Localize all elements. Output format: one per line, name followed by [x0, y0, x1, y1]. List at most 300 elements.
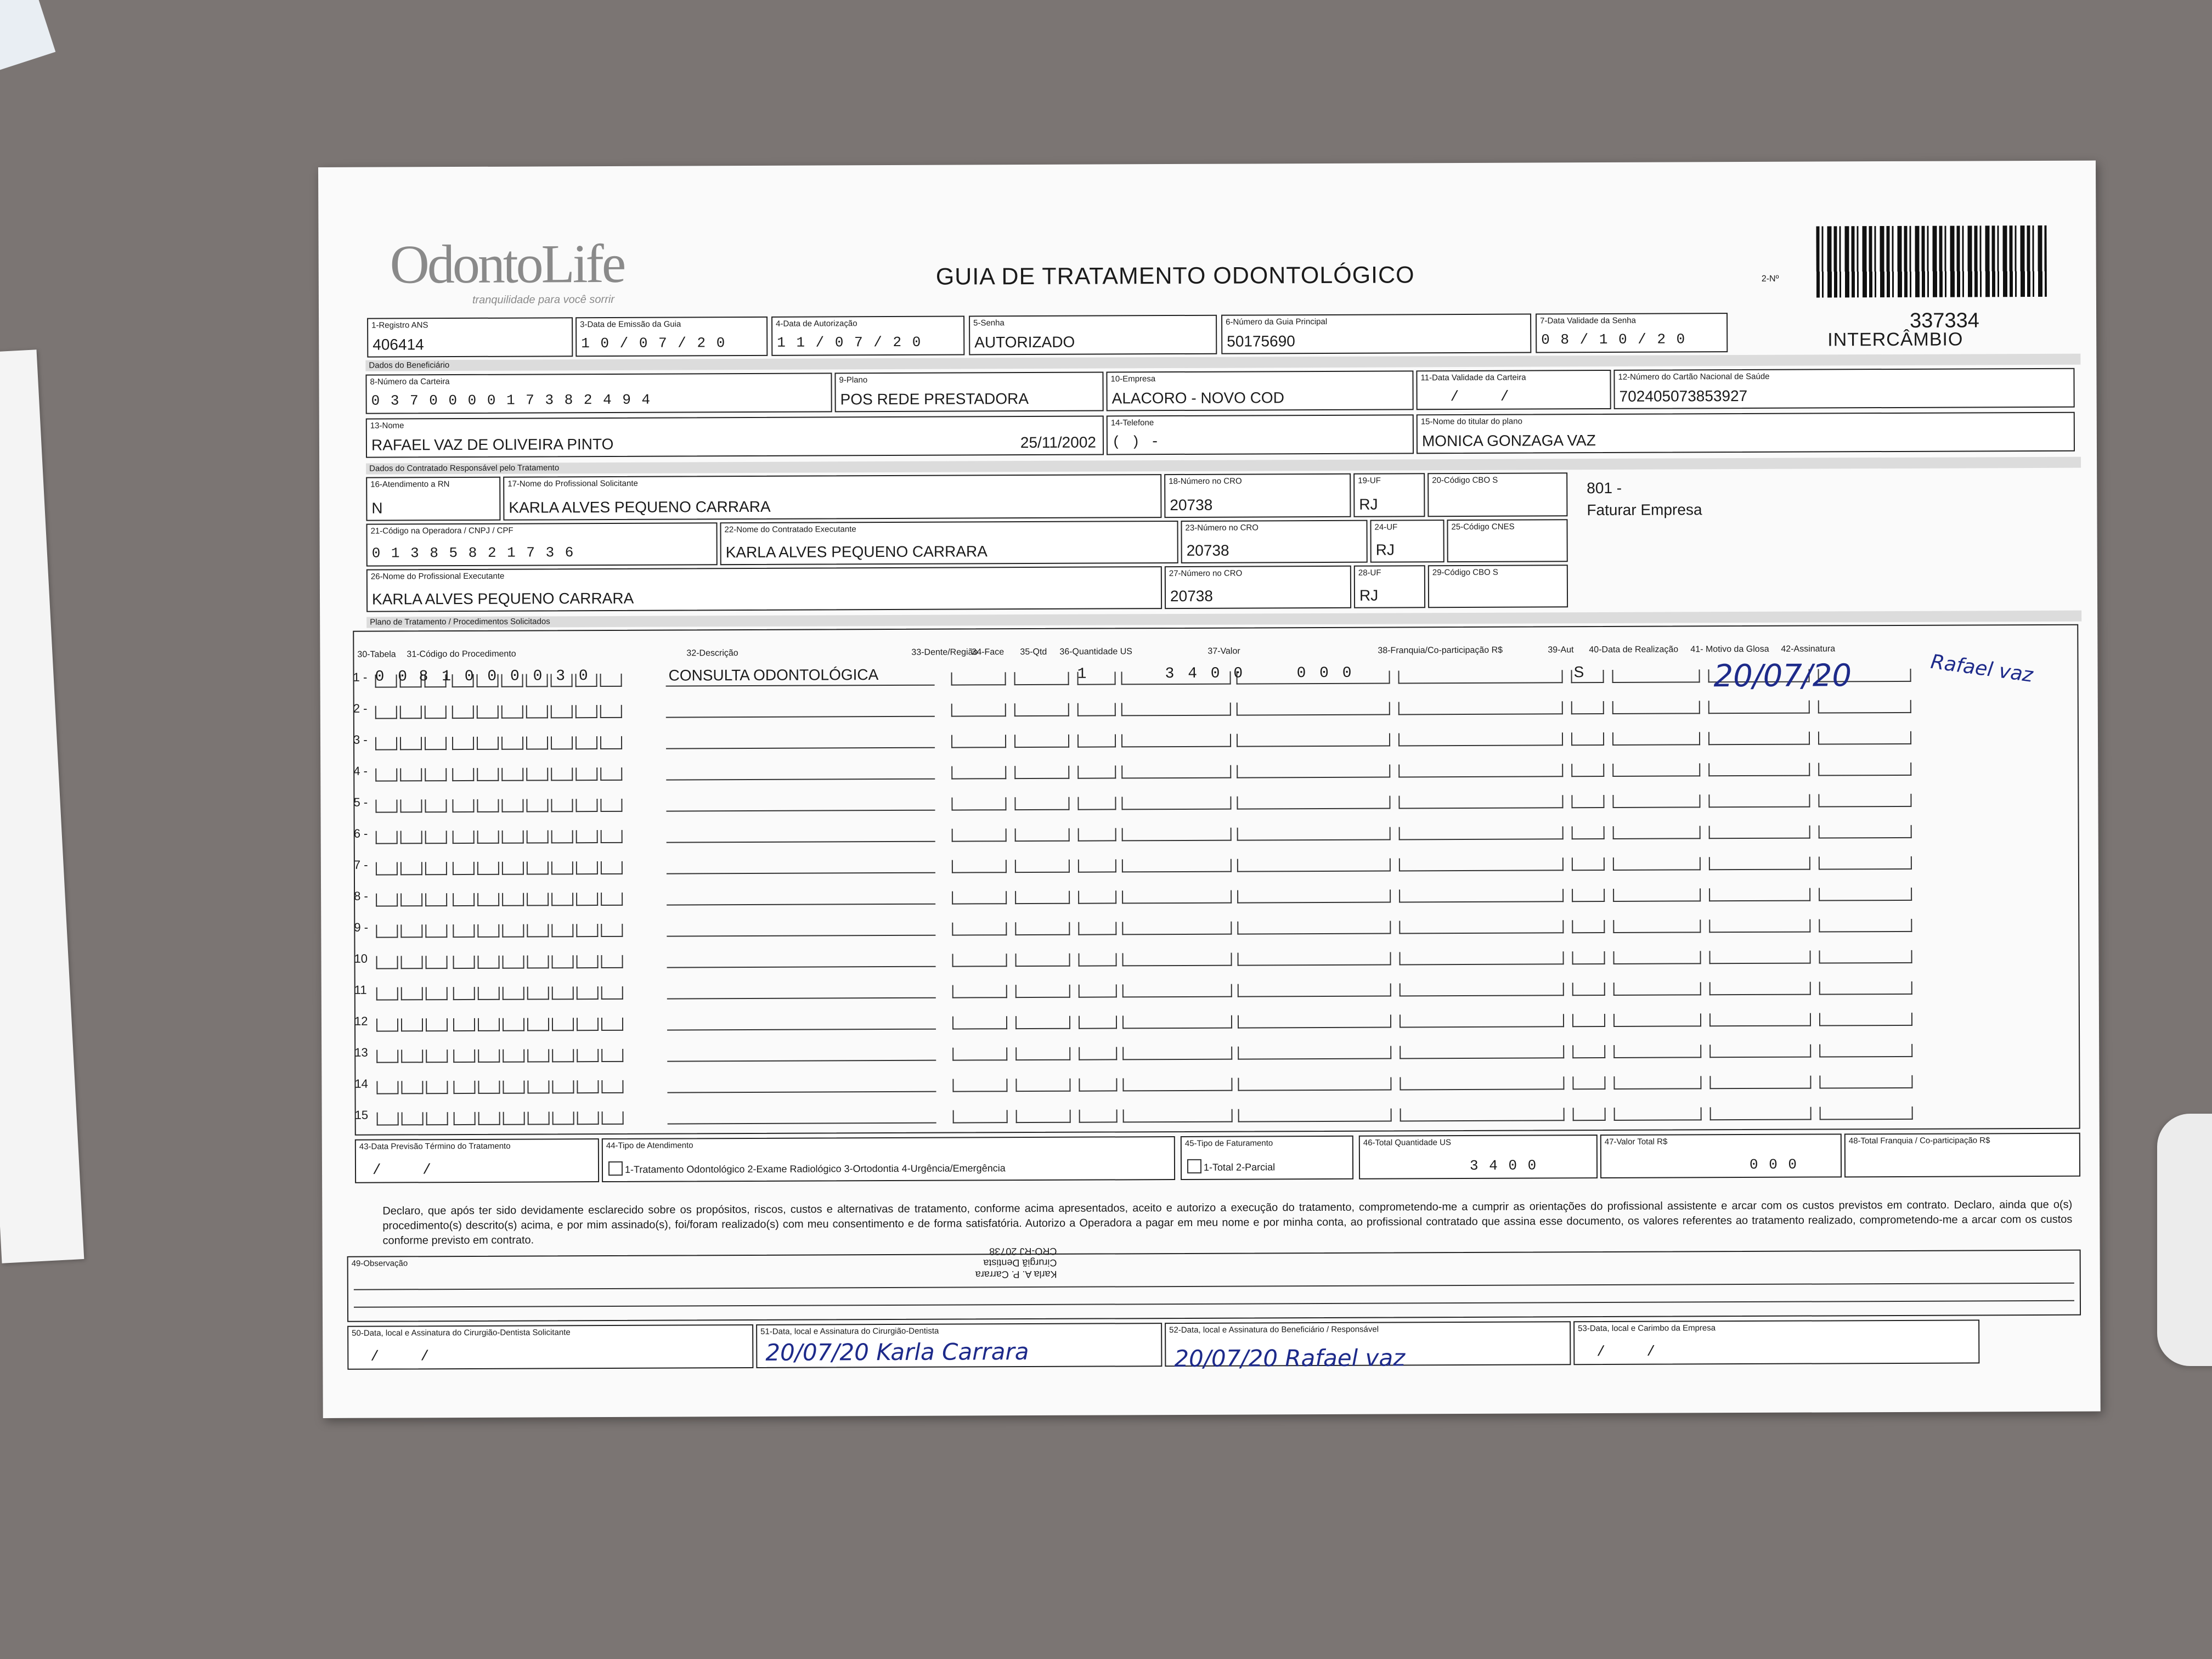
row-number: 3 -	[353, 732, 368, 747]
row-cell	[376, 893, 398, 906]
odontolife-logo: OdontoLife	[390, 233, 624, 295]
row-cell	[527, 986, 549, 1000]
row-cell	[951, 766, 1006, 779]
row-number: 5 -	[353, 795, 368, 809]
row-cell	[551, 768, 573, 781]
row-cell	[951, 672, 1006, 685]
procedure-header: 35-Qtd	[1020, 647, 1047, 657]
row-cell	[478, 987, 500, 1000]
procedure-header: 36-Quantidade US	[1059, 647, 1132, 657]
barcode	[1816, 225, 2046, 298]
row-cell	[1572, 826, 1605, 839]
row-cell	[402, 1112, 424, 1125]
row-cell	[526, 768, 548, 781]
guia-number: 337334	[1910, 309, 1979, 332]
row-cell	[400, 831, 422, 844]
row-cell	[1572, 1014, 1605, 1027]
row-cell	[1708, 732, 1810, 746]
row-cell	[503, 987, 524, 1000]
row-cell	[575, 799, 597, 812]
row-cell	[478, 1049, 500, 1063]
plano-field: 9-Plano POS REDE PRESTADORA	[834, 372, 1103, 413]
row-cell	[1572, 1045, 1605, 1058]
row-number: 2 -	[353, 701, 368, 715]
row-cell	[1818, 794, 1911, 808]
row-cell	[1014, 766, 1069, 779]
row-cell	[1709, 1045, 1811, 1058]
row-cell	[577, 955, 599, 968]
row-cell	[527, 861, 549, 874]
row-cell	[426, 1081, 448, 1094]
row-cell	[1121, 734, 1231, 748]
row-cell	[527, 924, 549, 937]
row-number: 11	[354, 983, 367, 997]
row-number: 12	[354, 1014, 368, 1028]
background-object	[0, 0, 55, 76]
row-cell	[477, 831, 499, 844]
logo-tagline: tranquilidade para você sorrir	[472, 293, 615, 306]
row-cell	[1818, 731, 1911, 745]
row-cell	[1078, 859, 1116, 872]
row-number: 1 -	[353, 670, 368, 684]
row-cell	[528, 1111, 550, 1125]
row-cell	[1613, 982, 1701, 996]
row-cell	[376, 831, 398, 844]
row-cell	[502, 924, 524, 938]
row-cell	[1121, 797, 1231, 810]
row-cell	[601, 830, 623, 843]
description-line	[667, 966, 936, 968]
emissao-field: 3-Data de Emissão da Guia 1 0 / 0 7 / 2 0	[575, 317, 768, 357]
row-cell	[527, 955, 549, 968]
row-cell	[1708, 794, 1810, 808]
row-cell	[453, 924, 475, 938]
row-cell	[1612, 732, 1700, 746]
row-cell	[951, 735, 1006, 748]
row-cell	[952, 1016, 1007, 1029]
row-cell	[376, 924, 398, 938]
row-cell	[376, 862, 398, 875]
row-cell	[1710, 1107, 1812, 1121]
row-cell	[1613, 1013, 1701, 1027]
prof-exec-field: 26-Nome do Profissional Executante KARLA ALVES PEQUENO CARRARA	[366, 566, 1162, 612]
row-cell	[425, 706, 447, 719]
row-cell	[1708, 763, 1810, 777]
row-cell	[1077, 765, 1116, 778]
row-valor: 0 0 0	[1296, 664, 1354, 682]
row-cell	[952, 1079, 1007, 1092]
row-cell	[453, 1049, 475, 1063]
row-cell	[1709, 1013, 1811, 1027]
row-cell	[601, 924, 623, 937]
row-cell	[1078, 828, 1116, 841]
row1-date-handwritten: 20/07/20	[1713, 658, 1852, 695]
row-cell	[551, 893, 573, 906]
row-cell	[453, 893, 475, 906]
row-cell	[400, 737, 422, 750]
row-cell	[552, 1111, 574, 1125]
description-line	[666, 716, 935, 718]
row-cell	[1572, 857, 1605, 871]
row-cell	[952, 1047, 1007, 1060]
row-cell	[526, 705, 548, 718]
row-cell	[1123, 1109, 1233, 1123]
row-cell	[452, 799, 474, 812]
row-cell	[1400, 1076, 1564, 1090]
row-cell	[1400, 1108, 1565, 1121]
row-cell	[1122, 890, 1232, 904]
description-line	[668, 1122, 936, 1125]
tipo-atendimento-field: 44-Tipo de Atendimento 1-Tratamento Odontológico 2-Exame Radiológico 3-Ortodontia 4-Urgência/Emergência	[602, 1136, 1175, 1182]
row-cell	[1015, 828, 1070, 842]
row-cell	[502, 862, 524, 875]
row-cell	[1819, 1013, 1912, 1026]
row-cell	[1571, 732, 1604, 746]
row-cell	[1079, 1047, 1117, 1060]
row-cell	[401, 1018, 423, 1031]
row-cell	[1014, 797, 1069, 810]
row-number: 13	[354, 1045, 368, 1059]
procedure-header: 42-Assinatura	[1781, 644, 1836, 654]
row-cell	[400, 924, 422, 938]
row-cell	[1237, 890, 1391, 904]
row-cell	[376, 1081, 398, 1094]
row-cell	[552, 1018, 574, 1031]
row-cell	[1572, 920, 1605, 933]
declaration-text: Declaro, que após ter sido devidamente esclarecido sobre os propósitos, riscos, custos e alternativas de tratamento, conforme acima apresentados, aceito e autorizo a execução do tratamento, comprometendo-me a cumprir as orientações do profissional assistente e arcar com os custos previstos em contrato. Declaro, ainda que o(s) procedimento(s) descrito(s) acima, e por mim assinado(s), foi/foram realizado(s) com meu consentimento e de forma satisfatória. Autorizo a Operadora a pagar em meu nome e por minha conta, ao profissional contratado que assina esse documento, os valores referentes ao tratamento realizado, comprometendo-me a arcar com os custos conforme previsto em contrato.	[382, 1198, 2073, 1247]
row-cell	[601, 861, 623, 874]
observacao-field: 49-Observação	[347, 1250, 2081, 1322]
row-cell	[1237, 827, 1391, 841]
row-cell	[1709, 919, 1810, 933]
row-cell	[1121, 703, 1231, 716]
row-cell	[1820, 1107, 1913, 1120]
description-line	[666, 778, 935, 781]
dentist-signature: 20/07/20 Karla Carrara	[765, 1338, 1029, 1366]
procedure-header: 38-Franquia/Co-participação R$	[1378, 645, 1503, 656]
cnes-field: 25-Código CNES	[1447, 519, 1567, 562]
row-cell	[1122, 984, 1232, 998]
cro2-field: 23-Número no CRO 20738	[1181, 520, 1367, 563]
row-us: 3 4 0 0	[1165, 665, 1245, 683]
row-cell	[552, 955, 574, 968]
row-cell	[1078, 922, 1116, 935]
row-cell	[1122, 828, 1232, 842]
description-line	[667, 997, 936, 1000]
row-cell	[600, 705, 622, 718]
row-cell	[1079, 984, 1117, 997]
row-cell	[453, 1081, 475, 1094]
row-cell	[452, 737, 474, 750]
row-cell	[575, 705, 597, 718]
description-line	[667, 872, 935, 874]
row-cell	[576, 924, 598, 937]
row-cell	[601, 893, 623, 906]
row-cell	[551, 705, 573, 718]
cnpj-field: 21-Código na Operadora / CNPJ / CPF 0 1 3 8 5 8 2 1 7 3 6	[366, 522, 717, 566]
row-cell	[600, 674, 622, 687]
row-cell	[1613, 857, 1701, 871]
cro3-field: 27-Número no CRO 20738	[1165, 566, 1351, 609]
row-cell	[1613, 1076, 1701, 1090]
row-cell	[1572, 951, 1605, 964]
cbo3-field: 29-Código CBO S	[1428, 565, 1568, 608]
row-cell	[478, 1018, 500, 1031]
row-cell	[1571, 795, 1604, 808]
row-cell	[1572, 889, 1605, 902]
dentist-stamp: Karla A. P. Carrara Cirurgiã Dentista CRO-RJ 20738	[975, 1245, 1057, 1280]
row-cell	[425, 737, 447, 750]
row-number: 7 -	[353, 857, 368, 872]
description-line	[666, 685, 935, 687]
row-cell	[551, 830, 573, 843]
row-cell	[526, 736, 548, 749]
row-cell	[1818, 700, 1911, 714]
description-line	[667, 1091, 936, 1093]
row-aut: S	[1573, 663, 1584, 681]
row-cell	[401, 1081, 423, 1094]
uf3-field: 28-UF RJ	[1354, 565, 1425, 608]
row-cell	[1122, 859, 1232, 873]
row-cell	[1238, 952, 1391, 966]
row-cell	[1818, 763, 1911, 776]
row-cell	[477, 893, 499, 906]
row-cell	[1709, 951, 1811, 964]
row-cell	[1819, 888, 1912, 901]
row-cell	[527, 1080, 549, 1093]
row-cell	[1122, 953, 1232, 967]
row-number: 6 -	[353, 826, 368, 840]
tipo-faturamento-checkbox	[1187, 1159, 1201, 1173]
uf2-field: 24-UF RJ	[1370, 520, 1444, 563]
row-cell	[526, 799, 548, 812]
row-cell	[600, 799, 622, 812]
row-cell	[1237, 796, 1390, 810]
row-cell	[426, 1049, 448, 1063]
cbo-note: 801 -	[1587, 479, 1622, 497]
row-cell	[502, 893, 524, 906]
row-cell	[501, 737, 523, 750]
procedure-header: 40-Data de Realização	[1589, 645, 1679, 655]
rn-field: 16-Atendimento a RN N	[366, 477, 500, 521]
row-cell	[400, 768, 422, 781]
row-cell	[551, 799, 573, 812]
row-cell	[453, 987, 475, 1000]
cro-field: 18-Número no CRO 20738	[1164, 473, 1351, 518]
row-cell	[551, 736, 573, 749]
row-cell	[1015, 1079, 1070, 1092]
row-cell	[1237, 733, 1390, 747]
row-cell	[400, 799, 422, 812]
intercambio-label: INTERCÂMBIO	[1827, 329, 1963, 351]
row-cell	[425, 768, 447, 781]
row-cell	[426, 1018, 448, 1031]
row-cell	[576, 861, 598, 874]
procedure-header: 32-Descrição	[686, 648, 738, 658]
row-number: 8 -	[354, 889, 368, 903]
row-cell	[1237, 765, 1390, 778]
description-line	[667, 1029, 936, 1031]
row-number: 10	[354, 951, 368, 966]
procedure-header: 37-Valor	[1207, 646, 1240, 656]
row-cell	[1238, 1015, 1391, 1029]
row-cell	[527, 1049, 549, 1062]
row-cell	[425, 799, 447, 812]
beneficiary-signature: 20/07/20 Rafael vaz	[1174, 1344, 1406, 1373]
row-cell	[1122, 1015, 1232, 1029]
row-cell	[425, 831, 447, 844]
row-cell	[1015, 1016, 1070, 1029]
row-cell	[477, 706, 499, 719]
previsao-field: 43-Data Previsão Término do Tratamento / /	[355, 1138, 599, 1183]
row-cell	[1612, 701, 1700, 714]
row-cell	[375, 768, 397, 781]
row-cell	[1400, 983, 1564, 996]
row-cell	[953, 1110, 1008, 1123]
row-cell	[401, 987, 423, 1000]
row-cell	[1079, 1109, 1118, 1122]
row-cell	[577, 1080, 599, 1093]
row-cell	[1819, 919, 1912, 933]
description-line	[667, 1060, 936, 1062]
titular-field: 15-Nome do titular do plano MONICA GONZAGA VAZ	[1417, 412, 2075, 454]
procedure-header: 34-Face	[972, 647, 1005, 657]
row-cell	[1709, 888, 1810, 902]
procedure-header: 30-Tabela	[357, 650, 396, 659]
row-cell	[551, 861, 573, 874]
row-cell	[502, 831, 524, 844]
row-cell	[1819, 856, 1912, 870]
form-title: GUIA DE TRATAMENTO ODONTOLÓGICO	[935, 262, 1415, 290]
row-cell	[952, 860, 1007, 873]
row-cell	[425, 924, 447, 938]
row-cell	[478, 956, 500, 969]
contratado-band: Dados do Contratado Responsável pelo Tratamento	[366, 457, 2081, 475]
row-cell	[1077, 734, 1116, 747]
row-cell	[1078, 890, 1116, 904]
cbo-field: 20-Código CBO S	[1427, 472, 1567, 517]
row-cell	[1015, 860, 1070, 873]
row-cell	[1708, 701, 1810, 714]
row-cell	[453, 862, 475, 875]
row-cell	[503, 1081, 524, 1094]
validade-carteira-field: 11-Data Validade da Carteira / /	[1416, 370, 1611, 410]
row-cell	[454, 1112, 476, 1125]
procedure-header: 33-Dente/Região	[911, 647, 978, 657]
row-cell	[527, 830, 549, 843]
background-paper	[0, 349, 84, 1263]
procedure-header: 41- Motivo da Glosa	[1690, 644, 1769, 654]
row-cell	[375, 737, 397, 750]
row-cell	[952, 985, 1007, 998]
row-cell	[400, 862, 422, 875]
empresa-field: 10-Empresa ALACORO - NOVO COD	[1106, 370, 1413, 411]
row-cell	[1612, 794, 1700, 808]
row-cell	[1079, 953, 1117, 966]
row-cell	[1399, 857, 1564, 871]
uf-field: 19-UF RJ	[1353, 473, 1425, 517]
row-number: 15	[354, 1108, 369, 1122]
row-cell	[600, 736, 622, 749]
row-cell	[401, 956, 423, 969]
row-cell	[1077, 703, 1116, 716]
row-cell	[1819, 1075, 1912, 1089]
row-cell	[1237, 702, 1390, 716]
row-cell	[1014, 735, 1069, 748]
row-codigo: 8 1 0 0 0 0 3 0	[419, 668, 590, 686]
row-cell	[400, 893, 422, 906]
row-cell	[1709, 857, 1810, 871]
row-cell	[952, 891, 1007, 904]
background-object-right	[2157, 1114, 2212, 1366]
row-cell	[952, 828, 1007, 842]
executante-field: 22-Nome do Contratado Executante KARLA ALVES PEQUENO CARRARA	[720, 521, 1178, 565]
row-cell	[1079, 1078, 1117, 1091]
row-cell	[1819, 950, 1912, 964]
row-cell	[501, 768, 523, 781]
row-cell	[376, 987, 398, 1000]
row-number: 4 -	[353, 764, 368, 778]
row-cell	[951, 797, 1006, 810]
row-cell	[601, 1018, 623, 1031]
row-cell	[1122, 1078, 1232, 1092]
row-cell	[577, 1018, 599, 1031]
row-cell	[1014, 703, 1069, 716]
row-cell	[452, 706, 474, 719]
row-cell	[1238, 1077, 1391, 1091]
row-cell	[1015, 922, 1070, 935]
procedure-header: 39-Aut	[1548, 645, 1574, 655]
plano-band: Plano de Tratamento / Procedimentos Solicitados	[366, 611, 2081, 628]
row-cell	[552, 986, 574, 1000]
row-cell	[1613, 826, 1701, 839]
row-number: 14	[354, 1076, 368, 1091]
row-cell	[1400, 1045, 1564, 1059]
row-cell	[376, 956, 398, 969]
description-line	[667, 935, 935, 937]
row-cell	[1398, 764, 1563, 777]
row-cell	[452, 768, 474, 781]
row-cell	[576, 893, 598, 906]
row-tabela: 0 0	[375, 668, 410, 686]
row-cell	[552, 1080, 574, 1093]
row-cell	[503, 956, 524, 969]
row-cell	[1613, 919, 1701, 933]
row-cell	[477, 924, 499, 938]
row-cell	[1399, 826, 1564, 840]
row-cell	[1079, 1015, 1117, 1029]
row-cell	[952, 953, 1007, 967]
row-cell	[1573, 1108, 1606, 1121]
franquia-field: 48-Total Franquia / Co-participação R$	[1844, 1133, 2080, 1178]
row-cell	[1819, 1044, 1912, 1058]
row-cell	[1613, 888, 1701, 902]
row-cell	[1237, 921, 1391, 935]
row-cell	[1400, 951, 1564, 965]
row-cell	[453, 831, 475, 844]
row-cell	[1122, 922, 1232, 935]
row-cell	[503, 1112, 525, 1125]
tipo-atendimento-checkbox	[608, 1161, 623, 1176]
row-cell	[503, 1018, 524, 1031]
row-number: 9 -	[354, 920, 369, 934]
row-cell	[1399, 889, 1564, 902]
row-cell	[600, 768, 622, 781]
row-cell	[453, 1018, 475, 1031]
row-cell	[1399, 920, 1564, 934]
row-cell	[1015, 953, 1070, 967]
row-cell	[1015, 1047, 1070, 1060]
